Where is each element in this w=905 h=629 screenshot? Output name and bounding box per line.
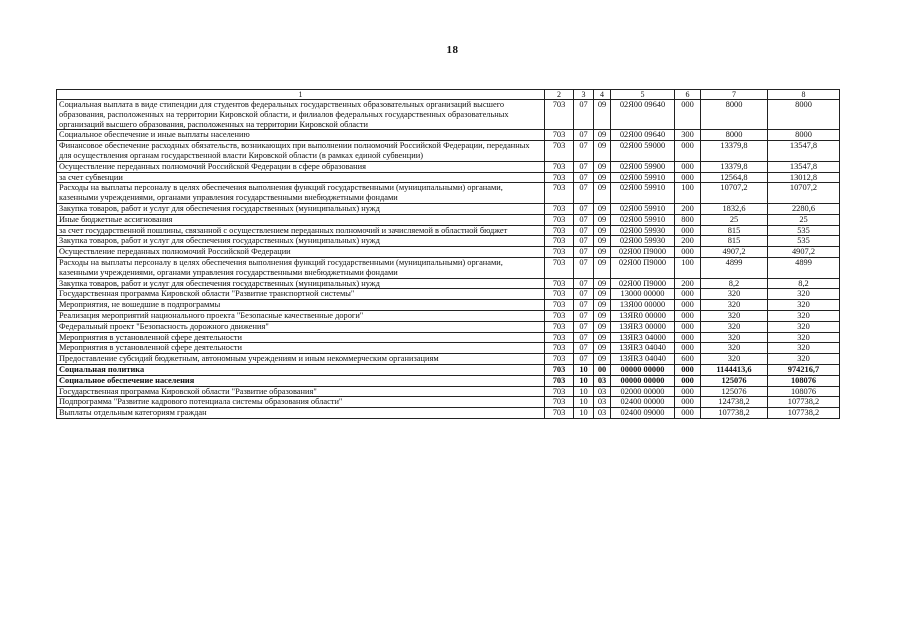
row-subsection-code: 09 (594, 161, 611, 172)
row-amount-year-2: 107738,2 (768, 408, 840, 419)
row-amount-year-1: 320 (701, 354, 768, 365)
row-ministry-code: 703 (545, 321, 574, 332)
row-section-code: 07 (574, 183, 594, 204)
table-row (57, 321, 840, 332)
row-subsection-code: 09 (594, 354, 611, 365)
row-subsection-code: 03 (594, 408, 611, 419)
row-ministry-code: 703 (545, 354, 574, 365)
row-target-article: 02Я00 П9000 (611, 257, 675, 278)
row-amount-year-2: 13012,8 (768, 172, 840, 183)
row-description: за счет государственной пошлины, связанной с осуществлением переданных полномочий и зачисляемой в областной бюджет (57, 225, 545, 236)
row-amount-year-1: 13379,8 (701, 161, 768, 172)
row-amount-year-1: 8000 (701, 130, 768, 141)
row-description: Мероприятия, не вошедшие в подпрограммы (57, 300, 545, 311)
row-expense-type: 000 (675, 289, 701, 300)
row-section-code: 07 (574, 214, 594, 225)
row-ministry-code: 703 (545, 397, 574, 408)
row-subsection-code: 09 (594, 141, 611, 162)
row-amount-year-1: 320 (701, 300, 768, 311)
row-target-article: 02400 09000 (611, 408, 675, 419)
row-ministry-code: 703 (545, 300, 574, 311)
table-header-row (57, 90, 840, 100)
row-expense-type: 000 (675, 141, 701, 162)
row-ministry-code: 703 (545, 310, 574, 321)
row-expense-type: 000 (675, 343, 701, 354)
row-section-code: 07 (574, 321, 594, 332)
row-ministry-code: 703 (545, 375, 574, 386)
column-header: 1 (57, 90, 545, 100)
row-target-article: 13ЯR3 04040 (611, 343, 675, 354)
table-row (57, 364, 840, 375)
row-ministry-code: 703 (545, 100, 574, 130)
row-target-article: 02Я00 59930 (611, 225, 675, 236)
row-section-code: 10 (574, 397, 594, 408)
row-description: Реализация мероприятий национального проекта "Безопасные качественные дороги" (57, 310, 545, 321)
row-expense-type: 000 (675, 321, 701, 332)
row-ministry-code: 703 (545, 225, 574, 236)
row-subsection-code: 09 (594, 183, 611, 204)
row-target-article: 02Я00 59910 (611, 203, 675, 214)
row-target-article: 00000 00000 (611, 364, 675, 375)
row-amount-year-1: 815 (701, 236, 768, 247)
row-amount-year-1: 815 (701, 225, 768, 236)
row-target-article: 02Я00 П9000 (611, 278, 675, 289)
table-row (57, 257, 840, 278)
row-description: Государственная программа Кировской области "Развитие транспортной системы" (57, 289, 545, 300)
row-expense-type: 000 (675, 300, 701, 311)
row-amount-year-2: 13547,8 (768, 141, 840, 162)
row-description: Расходы на выплаты персоналу в целях обеспечения выполнения функций государственными (муниципальными) органами, казенными учреждениями, органами управления государственными внебюджетными фондами (57, 257, 545, 278)
row-subsection-code: 09 (594, 236, 611, 247)
table-row (57, 100, 840, 130)
table-row (57, 386, 840, 397)
row-section-code: 07 (574, 257, 594, 278)
row-description: Осуществление переданных полномочий Российской Федерации (57, 247, 545, 258)
row-target-article: 02000 00000 (611, 386, 675, 397)
row-section-code: 10 (574, 386, 594, 397)
row-expense-type: 000 (675, 100, 701, 130)
row-expense-type: 000 (675, 225, 701, 236)
row-subsection-code: 09 (594, 130, 611, 141)
row-amount-year-2: 108076 (768, 386, 840, 397)
table-row (57, 203, 840, 214)
column-header: 3 (574, 90, 594, 100)
table-row (57, 300, 840, 311)
row-expense-type: 000 (675, 310, 701, 321)
row-target-article: 02400 00000 (611, 397, 675, 408)
row-ministry-code: 703 (545, 141, 574, 162)
row-amount-year-1: 320 (701, 310, 768, 321)
row-amount-year-1: 8000 (701, 100, 768, 130)
row-target-article: 13ЯR0 00000 (611, 310, 675, 321)
row-subsection-code: 09 (594, 225, 611, 236)
row-amount-year-1: 320 (701, 343, 768, 354)
row-section-code: 07 (574, 203, 594, 214)
row-amount-year-2: 320 (768, 354, 840, 365)
row-section-code: 07 (574, 130, 594, 141)
row-expense-type: 200 (675, 278, 701, 289)
row-ministry-code: 703 (545, 203, 574, 214)
row-amount-year-1: 12564,8 (701, 172, 768, 183)
table-row (57, 343, 840, 354)
row-amount-year-1: 125076 (701, 375, 768, 386)
row-section-code: 07 (574, 332, 594, 343)
row-description: Иные бюджетные ассигнования (57, 214, 545, 225)
row-description: Закупка товаров, работ и услуг для обеспечения государственных (муниципальных) нужд (57, 278, 545, 289)
row-subsection-code: 09 (594, 247, 611, 258)
row-description: Мероприятия в установленной сфере деятельности (57, 343, 545, 354)
row-amount-year-1: 10707,2 (701, 183, 768, 204)
row-subsection-code: 09 (594, 172, 611, 183)
row-ministry-code: 703 (545, 183, 574, 204)
row-ministry-code: 703 (545, 289, 574, 300)
page-number: 18 (446, 44, 459, 56)
row-amount-year-2: 108076 (768, 375, 840, 386)
row-section-code: 07 (574, 247, 594, 258)
row-target-article: 02Я00 П9000 (611, 247, 675, 258)
row-section-code: 07 (574, 278, 594, 289)
row-section-code: 07 (574, 172, 594, 183)
row-description: Социальная выплата в виде стипендии для студентов федеральных государственных образовательных организаций высшего образования, расположенных на территории Кировской области, и филиалов федеральных государственных образовательных организаций высшего образования, расположенных на территории Кировской области (57, 100, 545, 130)
row-ministry-code: 703 (545, 408, 574, 419)
row-description: Закупка товаров, работ и услуг для обеспечения государственных (муниципальных) нужд (57, 203, 545, 214)
column-header: 4 (594, 90, 611, 100)
table-row (57, 310, 840, 321)
row-expense-type: 600 (675, 354, 701, 365)
row-ministry-code: 703 (545, 236, 574, 247)
row-target-article: 02Я00 09640 (611, 130, 675, 141)
row-amount-year-1: 4907,2 (701, 247, 768, 258)
row-amount-year-1: 1832,6 (701, 203, 768, 214)
row-amount-year-2: 974216,7 (768, 364, 840, 375)
row-subsection-code: 09 (594, 289, 611, 300)
row-amount-year-1: 13379,8 (701, 141, 768, 162)
row-amount-year-1: 107738,2 (701, 408, 768, 419)
row-target-article: 02Я00 59910 (611, 183, 675, 204)
row-description: Государственная программа Кировской области "Развитие образования" (57, 386, 545, 397)
row-section-code: 10 (574, 408, 594, 419)
row-amount-year-2: 535 (768, 225, 840, 236)
row-amount-year-1: 4899 (701, 257, 768, 278)
table-row (57, 354, 840, 365)
row-subsection-code: 09 (594, 257, 611, 278)
row-ministry-code: 703 (545, 257, 574, 278)
row-description: Социальное обеспечение и иные выплаты населению (57, 130, 545, 141)
row-ministry-code: 703 (545, 214, 574, 225)
row-target-article: 02Я00 59900 (611, 161, 675, 172)
row-expense-type: 000 (675, 386, 701, 397)
row-expense-type: 100 (675, 257, 701, 278)
table-row (57, 397, 840, 408)
table-row (57, 408, 840, 419)
row-expense-type: 100 (675, 183, 701, 204)
row-description: Выплаты отдельным категориям граждан (57, 408, 545, 419)
row-amount-year-2: 320 (768, 300, 840, 311)
row-section-code: 07 (574, 289, 594, 300)
row-description: за счет субвенции (57, 172, 545, 183)
row-target-article: 00000 00000 (611, 375, 675, 386)
table-row (57, 130, 840, 141)
row-amount-year-2: 8000 (768, 100, 840, 130)
row-section-code: 07 (574, 310, 594, 321)
row-description: Осуществление переданных полномочий Российской Федерации в сфере образования (57, 161, 545, 172)
table-row (57, 172, 840, 183)
column-header: 2 (545, 90, 574, 100)
row-description: Мероприятия в установленной сфере деятельности (57, 332, 545, 343)
row-section-code: 07 (574, 161, 594, 172)
row-section-code: 07 (574, 100, 594, 130)
row-expense-type: 000 (675, 375, 701, 386)
row-ministry-code: 703 (545, 386, 574, 397)
row-amount-year-2: 320 (768, 343, 840, 354)
row-expense-type: 000 (675, 364, 701, 375)
table-row (57, 375, 840, 386)
row-subsection-code: 03 (594, 375, 611, 386)
row-description: Федеральный проект "Безопасность дорожного движения" (57, 321, 545, 332)
row-ministry-code: 703 (545, 278, 574, 289)
row-description: Финансовое обеспечение расходных обязательств, возникающих при выполнении полномочий Российской Федерации, переданных для осуществления органам государственной власти Кировской области (в рамках единой субвенции) (57, 141, 545, 162)
row-amount-year-2: 320 (768, 310, 840, 321)
row-section-code: 10 (574, 375, 594, 386)
row-amount-year-2: 535 (768, 236, 840, 247)
row-amount-year-2: 107738,2 (768, 397, 840, 408)
table-row (57, 332, 840, 343)
row-subsection-code: 09 (594, 278, 611, 289)
row-subsection-code: 03 (594, 397, 611, 408)
row-amount-year-2: 4907,2 (768, 247, 840, 258)
table-row (57, 289, 840, 300)
row-target-article: 13Я00 00000 (611, 300, 675, 311)
row-amount-year-2: 320 (768, 289, 840, 300)
row-target-article: 13ЯR3 04040 (611, 354, 675, 365)
row-amount-year-1: 125076 (701, 386, 768, 397)
row-section-code: 07 (574, 300, 594, 311)
row-amount-year-2: 320 (768, 332, 840, 343)
row-amount-year-2: 4899 (768, 257, 840, 278)
table-row (57, 214, 840, 225)
row-subsection-code: 09 (594, 332, 611, 343)
column-header: 6 (675, 90, 701, 100)
row-amount-year-2: 8,2 (768, 278, 840, 289)
table-row (57, 183, 840, 204)
row-section-code: 10 (574, 364, 594, 375)
row-subsection-code: 00 (594, 364, 611, 375)
row-target-article: 02Я00 59910 (611, 172, 675, 183)
row-amount-year-2: 8000 (768, 130, 840, 141)
row-amount-year-1: 1144413,6 (701, 364, 768, 375)
table-row (57, 141, 840, 162)
row-expense-type: 200 (675, 236, 701, 247)
row-target-article: 13ЯR3 00000 (611, 321, 675, 332)
row-amount-year-2: 2280,6 (768, 203, 840, 214)
row-ministry-code: 703 (545, 161, 574, 172)
row-target-article: 13ЯR3 04000 (611, 332, 675, 343)
row-subsection-code: 03 (594, 386, 611, 397)
row-expense-type: 200 (675, 203, 701, 214)
row-target-article: 13000 00000 (611, 289, 675, 300)
row-description: Расходы на выплаты персоналу в целях обеспечения выполнения функций государственными (муниципальными) органами, казенными учреждениями, органами управления государственными внебюджетными фондами (57, 183, 545, 204)
row-target-article: 02Я00 09640 (611, 100, 675, 130)
budget-table (56, 89, 840, 419)
row-target-article: 02Я00 59930 (611, 236, 675, 247)
row-description: Предоставление субсидий бюджетным, автономным учреждениям и иным некоммерческим организациям (57, 354, 545, 365)
row-ministry-code: 703 (545, 343, 574, 354)
row-amount-year-2: 25 (768, 214, 840, 225)
row-section-code: 07 (574, 343, 594, 354)
row-ministry-code: 703 (545, 130, 574, 141)
row-amount-year-2: 13547,8 (768, 161, 840, 172)
row-amount-year-2: 320 (768, 321, 840, 332)
row-amount-year-1: 25 (701, 214, 768, 225)
table-row (57, 278, 840, 289)
row-description: Социальная политика (57, 364, 545, 375)
row-expense-type: 000 (675, 172, 701, 183)
row-description: Социальное обеспечение населения (57, 375, 545, 386)
row-ministry-code: 703 (545, 172, 574, 183)
column-header: 5 (611, 90, 675, 100)
row-subsection-code: 09 (594, 310, 611, 321)
row-amount-year-1: 8,2 (701, 278, 768, 289)
row-expense-type: 300 (675, 130, 701, 141)
row-subsection-code: 09 (594, 321, 611, 332)
row-section-code: 07 (574, 225, 594, 236)
table-row (57, 225, 840, 236)
row-amount-year-2: 10707,2 (768, 183, 840, 204)
row-subsection-code: 09 (594, 203, 611, 214)
row-description: Закупка товаров, работ и услуг для обеспечения государственных (муниципальных) нужд (57, 236, 545, 247)
row-amount-year-1: 320 (701, 332, 768, 343)
row-expense-type: 000 (675, 161, 701, 172)
row-section-code: 07 (574, 354, 594, 365)
row-amount-year-1: 320 (701, 289, 768, 300)
row-target-article: 02Я00 59910 (611, 214, 675, 225)
row-amount-year-1: 320 (701, 321, 768, 332)
row-expense-type: 000 (675, 247, 701, 258)
row-expense-type: 000 (675, 408, 701, 419)
table-row (57, 247, 840, 258)
row-ministry-code: 703 (545, 364, 574, 375)
table-row (57, 161, 840, 172)
column-header: 7 (701, 90, 768, 100)
row-subsection-code: 09 (594, 300, 611, 311)
row-subsection-code: 09 (594, 214, 611, 225)
row-section-code: 07 (574, 141, 594, 162)
row-expense-type: 000 (675, 397, 701, 408)
row-subsection-code: 09 (594, 343, 611, 354)
row-ministry-code: 703 (545, 332, 574, 343)
row-expense-type: 800 (675, 214, 701, 225)
row-subsection-code: 09 (594, 100, 611, 130)
row-description: Подпрограмма "Развитие кадрового потенциала системы образования области" (57, 397, 545, 408)
column-header: 8 (768, 90, 840, 100)
row-section-code: 07 (574, 236, 594, 247)
row-target-article: 02Я00 59000 (611, 141, 675, 162)
table-row (57, 236, 840, 247)
row-expense-type: 000 (675, 332, 701, 343)
row-ministry-code: 703 (545, 247, 574, 258)
row-amount-year-1: 124738,2 (701, 397, 768, 408)
